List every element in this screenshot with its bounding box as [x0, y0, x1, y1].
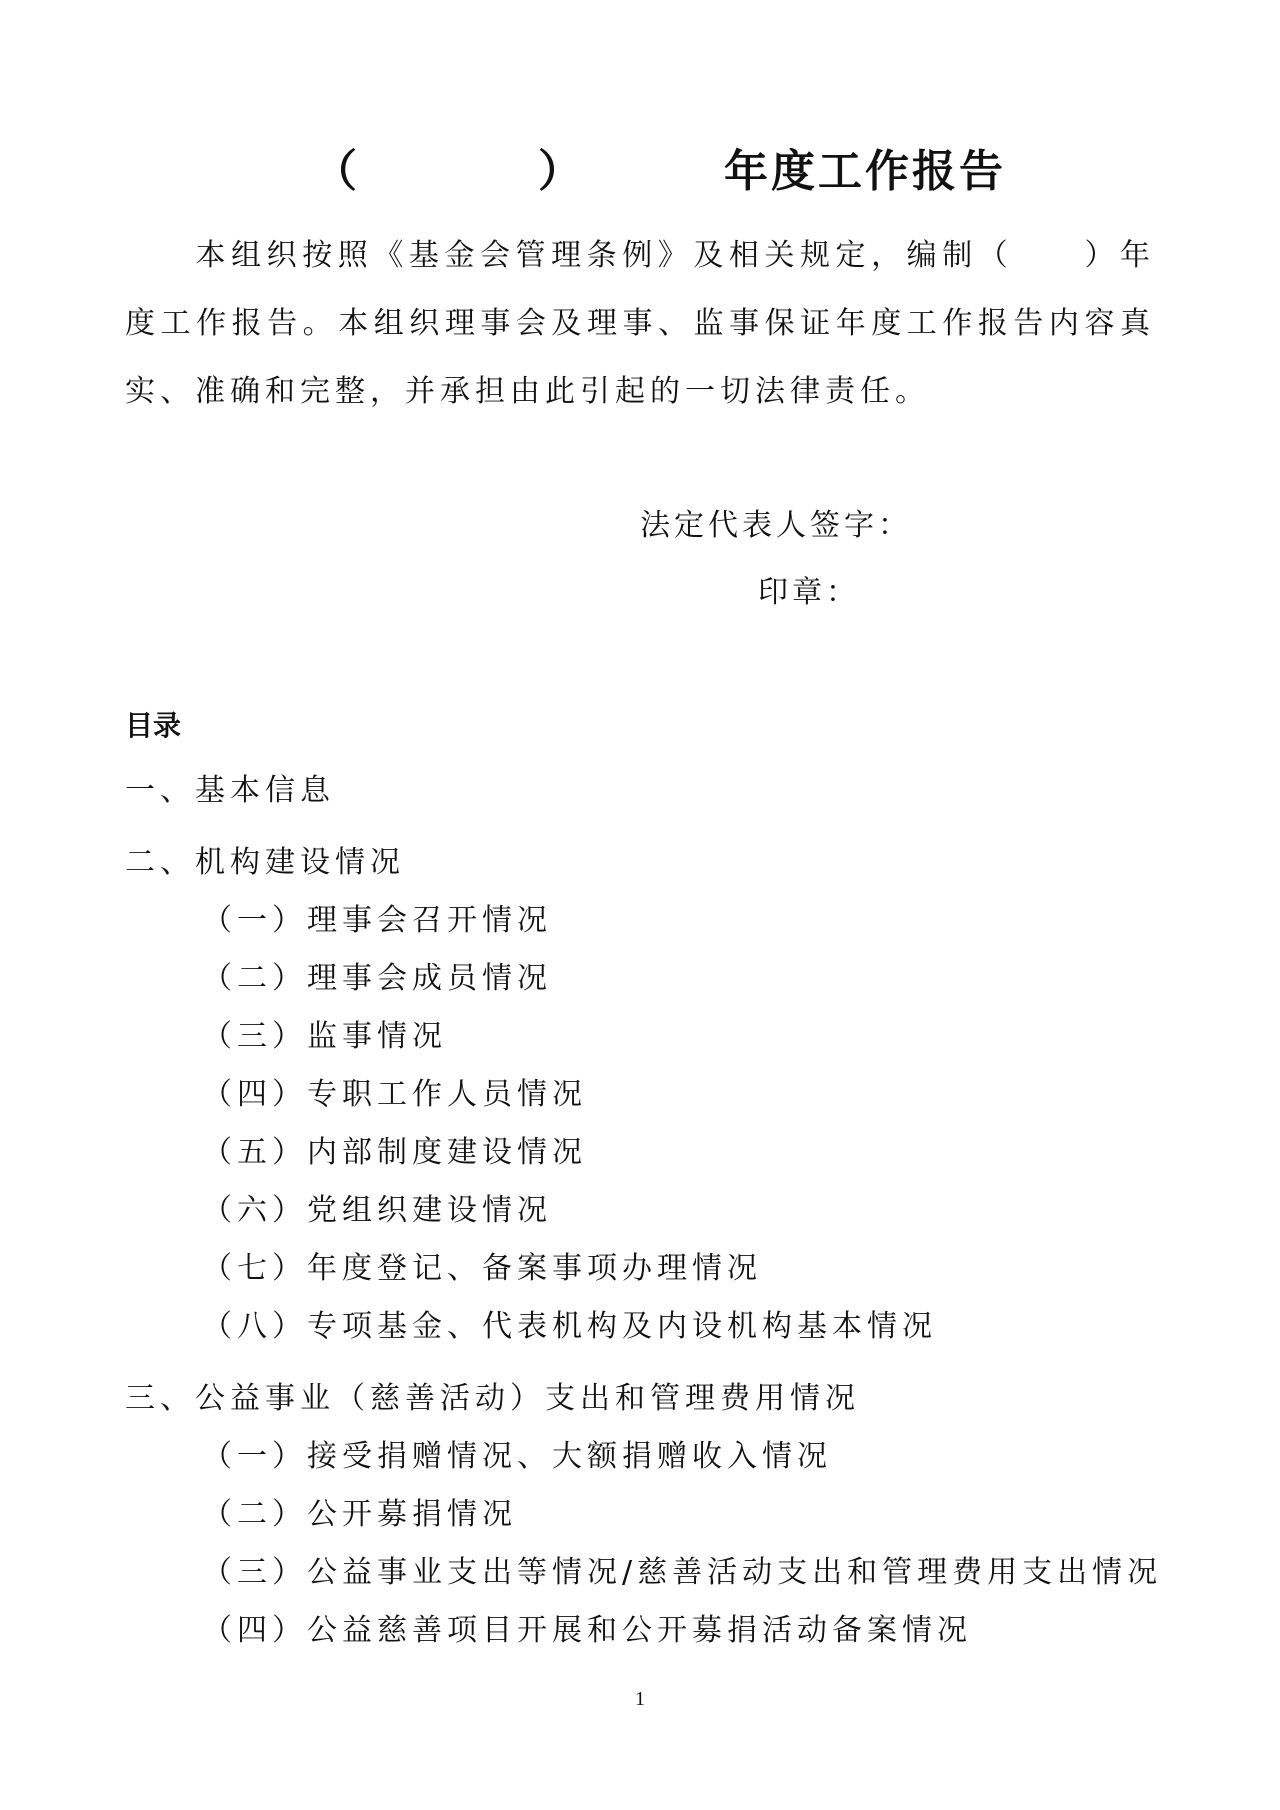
- toc-subsection-item: （二）理事会成员情况: [202, 961, 552, 996]
- intro-text: 本组织按照《基金会管理条例》及相关规定，编制（ ）年度工作报告。本组织理事会及理事、监事保证年度工作报告内容真实、准确和完整，并承担由此引起的一切法律责任。: [125, 238, 1155, 409]
- toc-subsection-item: （四）公益慈善项目开展和公开募捐活动备案情况: [202, 1613, 972, 1648]
- toc-subsection-item: （一）理事会召开情况: [202, 903, 552, 938]
- toc-subsection-item: （三）监事情况: [202, 1019, 447, 1054]
- toc-subsection-item: （四）专职工作人员情况: [202, 1077, 587, 1112]
- toc-section-item: 一、基本信息: [125, 773, 335, 808]
- table-of-contents: [125, 762, 1162, 1660]
- page-number: 1: [635, 1688, 645, 1710]
- toc-section-item: 三、公益事业（慈善活动）支出和管理费用情况: [125, 1381, 860, 1416]
- toc-subsection-item: （七）年度登记、备案事项办理情况: [202, 1251, 762, 1286]
- seal-label: 印章：: [758, 575, 860, 610]
- toc-subsection-item: （六）党组织建设情况: [202, 1193, 552, 1228]
- toc-subsection-item: （五）内部制度建设情况: [202, 1135, 587, 1170]
- title-open-paren: （: [313, 146, 360, 197]
- legal-rep-signature-label: 法定代表人签字：: [640, 508, 912, 543]
- toc-section-item: 二、机构建设情况: [125, 845, 405, 880]
- title-text: 年度工作报告: [724, 146, 1006, 197]
- toc-subsection-item: （一）接受捐赠情况、大额捐赠收入情况: [202, 1439, 832, 1474]
- intro-paragraph: [125, 222, 1155, 426]
- title-close-paren: ）: [538, 146, 585, 197]
- report-title: [0, 135, 1280, 199]
- toc-heading: 目录: [125, 709, 182, 742]
- toc-subsection-item: （三）公益事业支出等情况/慈善活动支出和管理费用支出情况: [202, 1555, 1163, 1590]
- toc-subsection-item: （八）专项基金、代表机构及内设机构基本情况: [202, 1309, 937, 1344]
- toc-subsection-item: （二）公开募捐情况: [202, 1497, 517, 1532]
